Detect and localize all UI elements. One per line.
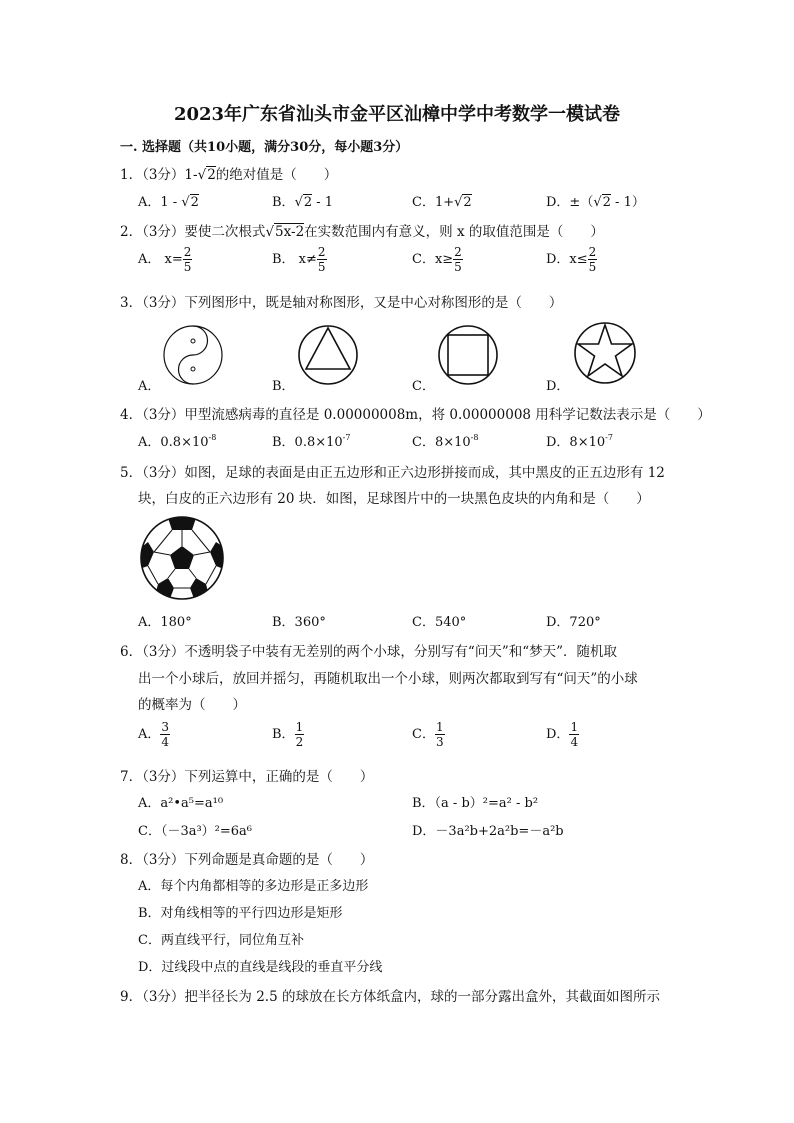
question-3-stem: 3．（3分）下列图形中，既是轴对称图形，又是中心对称图形的是（ ） [120,295,563,311]
q6-option-c: C． $\frac{1}{3}$ [412,720,444,749]
circle-square-figure [437,324,499,386]
q2-option-a: A． x= $\frac{2}{5}$ [138,245,192,274]
page-title: 2023年广东省汕头市金平区汕樟中学中考数学一模试卷 [173,104,621,125]
circle-triangle-figure [297,324,359,386]
q5-option-d: D．720° [546,615,601,630]
q3-option-d-label: D． [546,379,570,394]
q6-option-b: B． $\frac{1}{2}$ [272,720,304,749]
q3-option-b-label: B． [272,379,295,394]
q2-option-d: D．x≤ $\frac{2}{5}$ [546,245,597,274]
q5-option-b: B．360° [272,615,326,630]
question-7-stem: 7．（3分）下列运算中，正确的是（ ） [120,769,374,785]
question-2-stem: 2．（3分）要使二次根式√5x-2在实数范围内有意义，则 x 的取值范围是（ ） [120,224,604,240]
q6-option-a: A． $\frac{3}{4}$ [138,720,170,749]
question-6-line-3: 的概率为（ ） [138,697,246,713]
q1-option-c: C．1+√2 [412,195,472,210]
question-1-stem: 1．（3分）1-√2的绝对值是（ ） [120,167,338,183]
q4-option-d: D．$8\times 10^{-7}$ [546,433,613,450]
q1-option-d: D．±（√2 - 1） [546,195,645,210]
question-5-line-2: 块，白皮的正六边形有 20 块．如图，足球图片中的一块黑色皮块的内角和是（ ） [138,491,650,507]
q2-option-c: C．x≥ $\frac{2}{5}$ [412,245,462,274]
q7-option-a: A．a²•a⁵=a¹⁰ [138,796,224,811]
q3-option-a-label: A． [138,379,161,394]
q8-option-a: A．每个内角都相等的多边形是正多边形 [138,879,369,894]
q7-option-c: C．（－3a³）²=6a⁶ [138,824,253,839]
circle-star-figure [572,320,638,386]
q8-option-b: B．对角线相等的平行四边形是矩形 [138,906,343,921]
q7-option-b: B．（a - b）²=a² - b² [412,796,539,811]
q8-option-c: C．两直线平行，同位角互补 [138,933,304,948]
q7-option-d: D．－3a²b+2a²b=－a²b [412,824,564,839]
q5-option-c: C．540° [412,615,467,630]
q4-option-c: C．$8\times 10^{-8}$ [412,433,479,450]
q1-option-a: A．1 - √2 [138,195,199,210]
question-6-line-1: 6．（3分）不透明袋子中装有无差别的两个小球，分别写有“问天”和“梦天”．随机取 [120,644,618,660]
q5-option-a: A．180° [138,615,192,630]
q4-option-b: B．$0.8\times 10^{-7}$ [272,433,351,450]
q3-option-c-label: C． [412,379,435,394]
yin-yang-figure [162,324,224,386]
question-9-stem: 9．（3分）把半径长为 2.5 的球放在长方体纸盒内，球的一部分露出盒外，其截面如图所示 [120,989,660,1005]
q4-option-a: A．$0.8\times 10^{-8}$ [138,433,217,450]
q6-option-d: D． $\frac{1}{4}$ [546,720,579,749]
q8-option-d: D．过线段中点的直线是线段的垂直平分线 [138,960,383,975]
q2-option-b: B． x≠ $\frac{2}{5}$ [272,245,326,274]
question-6-line-2: 出一个小球后，放回并摇匀，再随机取出一个小球，则两次都取到写有“问天”的小球 [138,671,638,687]
section-heading: 一. 选择题（共10小题，满分30分，每小题3分） [120,140,409,155]
question-5-line-1: 5．（3分）如图，足球的表面是由正五边形和正六边形拼接而成，其中黑皮的正五边形有 12 [120,465,665,481]
question-4-stem: 4．（3分）甲型流感病毒的直径是 0.00000008m，将 0.00000008 用科学记数法表示是（ ） [120,407,711,423]
soccer-ball-figure [138,514,226,602]
question-8-stem: 8．（3分）下列命题是真命题的是（ ） [120,852,374,868]
q1-option-b: B．√2 - 1 [272,195,334,210]
